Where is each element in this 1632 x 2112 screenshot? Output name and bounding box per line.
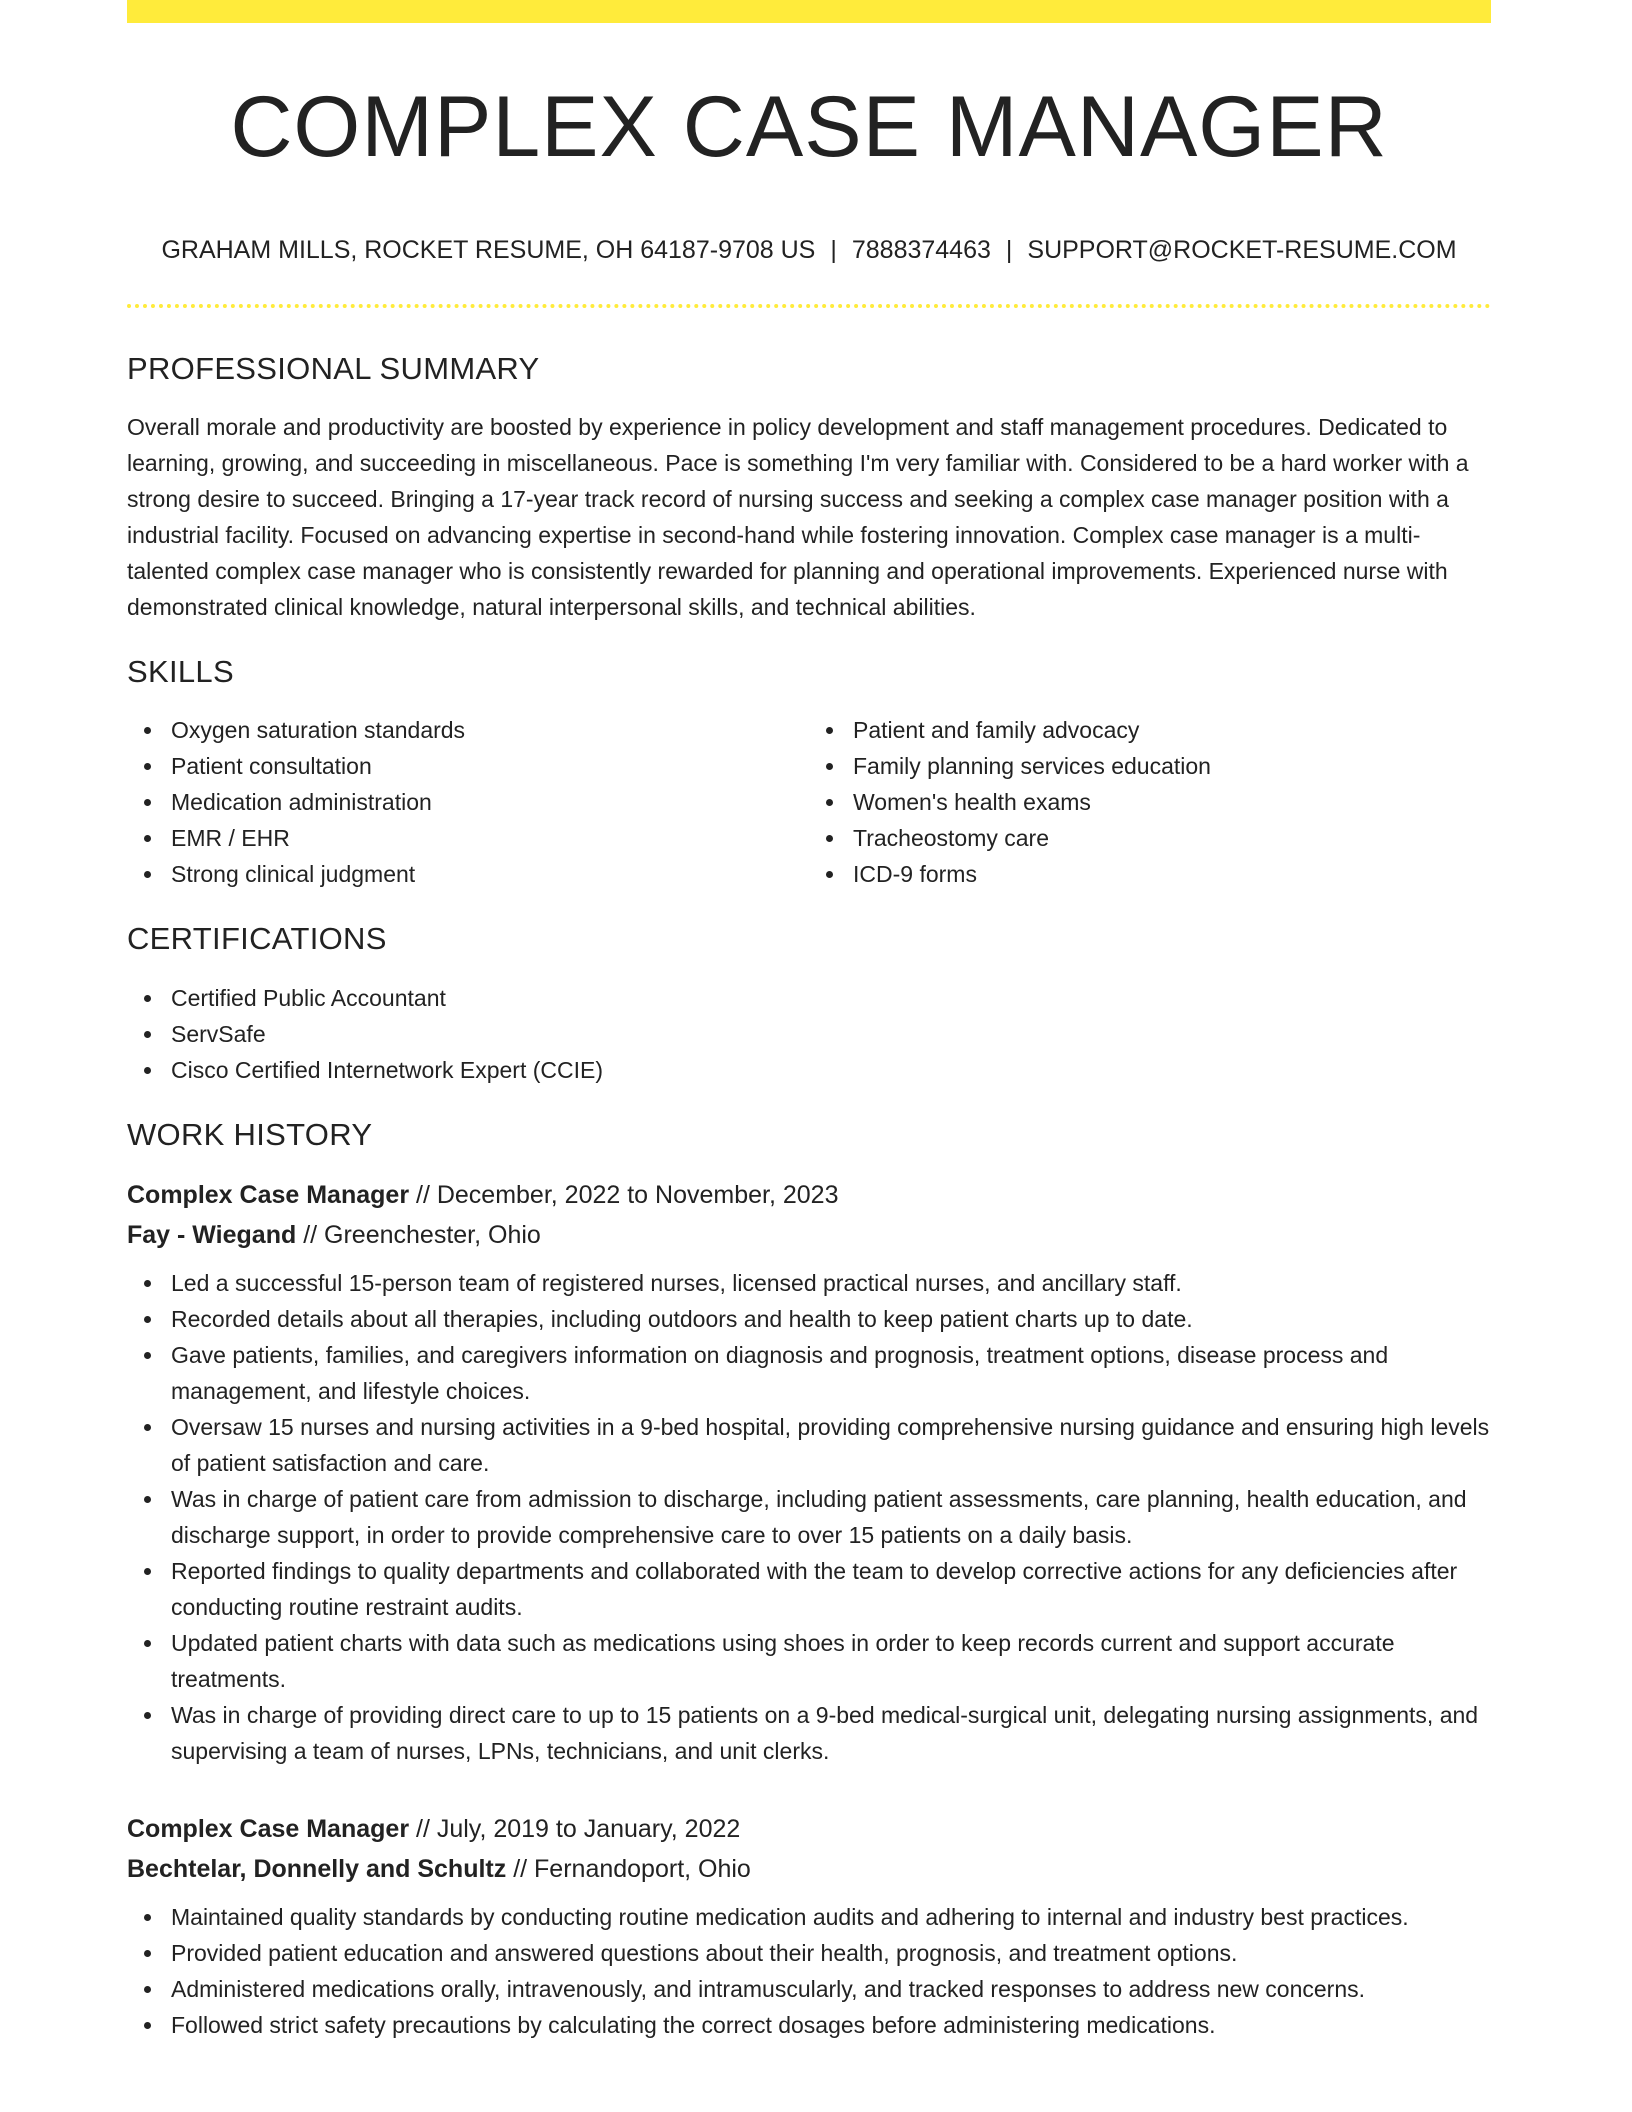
skill-item: Oxygen saturation standards (171, 712, 809, 748)
work-history-section (127, 1116, 1491, 2043)
job-bullet: Oversaw 15 nurses and nursing activities in a 9-bed hospital, providing comprehensive nursing guidance and ensuring high levels of patient satisfaction and care. (171, 1409, 1491, 1481)
job-bullet: Was in charge of providing direct care to up to 15 patients on a 9-bed medical-surgical unit, delegating nursing assignments, and supervising a team of nurses, LPNs, technicians, and unit clerks. (171, 1697, 1491, 1769)
job-bullets (127, 1265, 1491, 1769)
job-bullet: Was in charge of patient care from admission to discharge, including patient assessments, care planning, health education, and discharge support, in order to provide comprehensive care to over 15 patients on a daily basis. (171, 1481, 1491, 1553)
job-location: // Greenchester, Ohio (303, 1220, 541, 1249)
certification-item: ServSafe (171, 1016, 1491, 1052)
job-entry (127, 1809, 1491, 2043)
job-dates: // December, 2022 to November, 2023 (416, 1180, 839, 1209)
skills-section (127, 653, 1491, 892)
skill-item: Tracheostomy care (853, 820, 1491, 856)
dotted-divider (127, 304, 1491, 308)
section-heading: CERTIFICATIONS (127, 921, 387, 957)
skills-list-right (809, 712, 1491, 892)
job-title: Complex Case Manager (127, 1180, 410, 1209)
skills-columns (127, 712, 1491, 892)
skill-item: Strong clinical judgment (171, 856, 809, 892)
job-dates: // July, 2019 to January, 2022 (416, 1814, 741, 1843)
job-bullets (127, 1899, 1491, 2043)
job-title-line (127, 1809, 1491, 1849)
contact-phone: 7888374463 (851, 236, 991, 264)
contact-address: GRAHAM MILLS, ROCKET RESUME, OH 64187-9708 US (161, 236, 816, 264)
summary-section (127, 350, 1491, 625)
contact-separator: | (830, 236, 837, 264)
contact-separator: | (1005, 236, 1013, 264)
section-heading: PROFESSIONAL SUMMARY (127, 351, 540, 386)
job-title: Complex Case Manager (127, 1814, 410, 1843)
certifications-section (127, 920, 1491, 1087)
certification-item: Cisco Certified Internetwork Expert (CCIE) (171, 1052, 1491, 1088)
job-bullet: Led a successful 15-person team of registered nurses, licensed practical nurses, and ancillary staff. (171, 1265, 1491, 1301)
job-title-line (127, 1175, 1491, 1215)
skill-item: Family planning services education (853, 748, 1491, 784)
skills-list-left (127, 712, 809, 892)
certifications-list (127, 980, 1491, 1088)
job-bullet: Reported findings to quality departments and collaborated with the team to develop corrective actions for any deficiencies after conducting routine restraint audits. (171, 1553, 1491, 1625)
contact-line (127, 236, 1491, 265)
job-bullet: Recorded details about all therapies, including outdoors and health to keep patient charts up to date. (171, 1301, 1491, 1337)
job-entry (127, 1175, 1491, 1769)
accent-top-bar (127, 0, 1491, 23)
skill-item: Patient and family advocacy (853, 712, 1491, 748)
job-bullet: Administered medications orally, intravenously, and intramuscularly, and tracked responses to address new concerns. (171, 1971, 1491, 2007)
skill-item: EMR / EHR (171, 820, 809, 856)
section-heading: WORK HISTORY (127, 1116, 373, 1152)
skill-item: Patient consultation (171, 748, 809, 784)
job-company-line (127, 1215, 1491, 1255)
job-bullet: Maintained quality standards by conducting routine medication audits and adhering to internal and industry best practices. (171, 1899, 1491, 1935)
job-location: // Fernandoport, Ohio (513, 1854, 751, 1883)
job-company: Fay - Wiegand (127, 1220, 297, 1249)
job-company: Bechtelar, Donnelly and Schultz (127, 1854, 507, 1883)
job-company-line (127, 1849, 1491, 1889)
summary-text: Overall morale and productivity are boosted by experience in policy development and staff management procedures. Dedicated to learning, growing, and succeeding in miscellaneous. Pace is something I'm very familiar with. Considered to be a hard worker with a strong desire to succeed. Bringing a 17-year track record of nursing success and seeking a complex case manager position with a industrial facility. Focused on advancing expertise in second-hand while fostering innovation. Complex case manager is a multi-talented complex case manager who is consistently rewarded for planning and operational improvements. Experienced nurse with demonstrated clinical knowledge, natural interpersonal skills, and technical abilities. (127, 414, 1469, 621)
skill-item: Women's health exams (853, 784, 1491, 820)
skill-item: Medication administration (171, 784, 809, 820)
job-bullet: Gave patients, families, and caregivers information on diagnosis and prognosis, treatment options, disease process and management, and lifestyle choices. (171, 1337, 1491, 1409)
skill-item: ICD-9 forms (853, 856, 1491, 892)
contact-email: SUPPORT@ROCKET-RESUME.COM (1027, 236, 1457, 264)
resume-title: COMPLEX CASE MANAGER (230, 79, 1388, 175)
job-bullet: Provided patient education and answered questions about their health, prognosis, and treatment options. (171, 1935, 1491, 1971)
job-bullet: Updated patient charts with data such as medications using shoes in order to keep records current and support accurate treatments. (171, 1625, 1491, 1697)
section-heading: SKILLS (127, 654, 234, 690)
resume-content (127, 350, 1491, 2083)
job-bullet: Followed strict safety precautions by calculating the correct dosages before administering medications. (171, 2007, 1491, 2043)
certification-item: Certified Public Accountant (171, 980, 1491, 1016)
